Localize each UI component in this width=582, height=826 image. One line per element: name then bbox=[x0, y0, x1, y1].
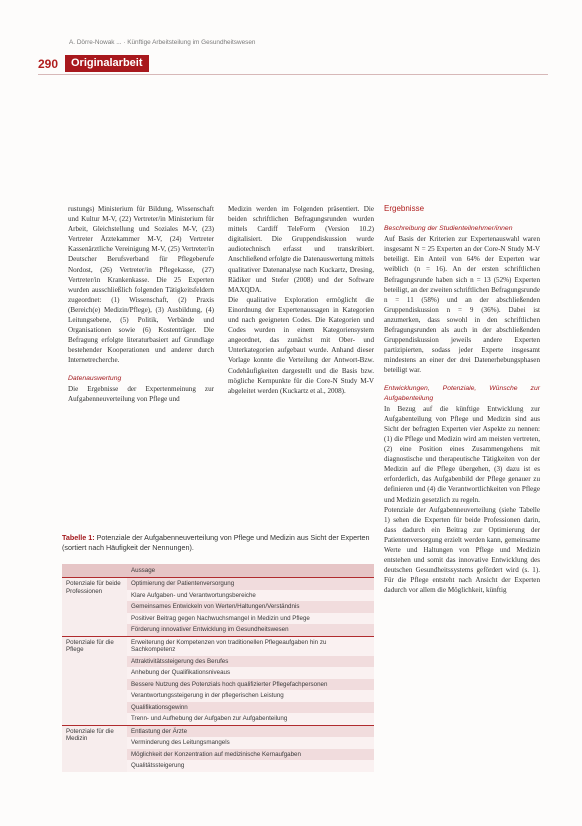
table-cell: Trenn- und Aufhebung der Aufgaben zur Aufgabenteilung bbox=[127, 713, 374, 725]
potentials-table bbox=[62, 564, 374, 772]
paragraph: Die Ergebnisse der Expertenmeinung zur Aufgabenneuverteilung von Pflege und bbox=[68, 384, 214, 403]
paragraph: Die qualitative Exploration ermöglicht die Einordnung der Expertenaussagen in Kategorien und nach geeigneten Codes. Die Kategorien und Codes wurden in einem Kategoriensystem angeordnet, das zunächst mit Ober- und Unterkategorien aufgebaut wurde. Anhand dieser Vorlage konnte die Verteilung der Antwort-Bzw. Codehäufigkeiten dargestellt und die Basis bzw. mögliche Kernpunkte für die Core-N Study M-V abgeleitet werden (Kuckartz et al., 2008). bbox=[228, 295, 374, 395]
table-group-label: Potenziale für die Medizin bbox=[62, 725, 127, 772]
text-column-3 bbox=[384, 204, 540, 595]
page-number: 290 bbox=[38, 57, 59, 71]
subheading-studienteilnehmer: Beschreibung der Studienteilnehmer/innen bbox=[384, 225, 513, 233]
table-cell: Qualitätssteigerung bbox=[127, 760, 374, 772]
table-cell: Bessere Nutzung des Potenzials hoch qualifizierter Pflegefachpersonen bbox=[127, 679, 374, 691]
subheading-entwicklungen: Entwicklungen, Potenziale, Wünsche zur Aufgabenteilung bbox=[384, 384, 540, 402]
table-cell: Verminderung des Leitungsmangels bbox=[127, 737, 374, 749]
paragraph: In Bezug auf die künftige Entwicklung zur Aufgabenteilung von Pflege und Medizin sind aus Sicht der befragten Experten vier Aspekte zu nennen: (1) die Pflege und Medizin wird am meisten vertreten, (2) eine Position eines Zusammengehens mit diagnostische und therapeutische Tätigkeiten von der Medizin auf die Pflege übergehen, (3) dazu ist es erforderlich, das Aufgabenbild der Pflege genauer zu definieren und (4) die Verantwortlichkeiten von Pflege und Medizin gesetzlich zu regeln. bbox=[384, 404, 540, 504]
table-caption bbox=[62, 533, 374, 552]
text-column-2 bbox=[228, 204, 374, 396]
text-column-1 bbox=[68, 204, 214, 404]
table-cell: Attraktivitätssteigerung des Berufes bbox=[127, 656, 374, 668]
table-group-label: Potenziale für die Pflege bbox=[62, 636, 127, 725]
paragraph: rustungs) Ministerium für Bildung, Wissenschaft und Kultur M-V, (22) Vertreter/in Ministerium für Arbeit, Gleichstellung und Soziales M-V, (23) Vertreter Ärztekammer M-V, (24) Vertreter Kassenärztliche Vereinigung M-V, (25) Vertreter/in Deutscher Berufsverband für Pflegeberufe Nordost, (26) Vertreter/in Pflegekasse, (27) Vertreter/in Krankenkasse. Die 25 Experten wurden ausschließlich folgenden Tätigkeitsfeldern zugeordnet: (1) Wissenschaft, (2) Praxis (Bereich(e) Medizin/Pflege), (3) Ausbildung, (4) Leitungsebene, (5) Politik, Verbände und Organisationen sowie (6) Kostenträger. Die Befragung erfolgte literaturbasiert auf Grundlage bestehender Kooperationen und anderer durch Internetrecherche. bbox=[68, 205, 214, 365]
table-group-label: Potenziale für beide Professionen bbox=[62, 578, 127, 637]
table-cell: Verantwortungssteigerung in der pflegerischen Leistung bbox=[127, 690, 374, 702]
table-cell: Positiver Beitrag gegen Nachwuchsmangel in Medizin und Pflege bbox=[127, 613, 374, 625]
table-cell: Entlastung der Ärzte bbox=[127, 725, 374, 737]
table-header-statement: Aussage bbox=[127, 564, 374, 578]
table-cell: Anhebung der Qualifikationsniveaus bbox=[127, 667, 374, 679]
table-header-group bbox=[62, 564, 127, 578]
running-head: A. Dörre-Nowak ... · Künftige Arbeitsteilung im Gesundheitswesen bbox=[69, 39, 256, 46]
table-caption-label: Tabelle 1: bbox=[62, 533, 95, 542]
table-cell: Erweiterung der Kompetenzen von traditionellen Pflegeaufgaben hin zu Sachkompetenz bbox=[127, 636, 374, 656]
table-cell: Gemeinsames Entwickeln von Werten/Haltungen/Verständnis bbox=[127, 601, 374, 613]
paragraph: Potenziale der Aufgabenneuverteilung (siehe Tabelle 1) sehen die Experten für beide Professionen darin, dass dadurch ein Beitrag zur Optimierung der Patientenversorgung erzielt werden kann, gemeinsame Werte und Haltungen von Pflege und Medizin entstehen und somit das innovative Entwicklung des deutschen Gesundheitssystems gefördert wird (s. 1). Für die Pflege entsteht nach Ansicht der Experten dadurch vor allem die Möglichkeit, künftig bbox=[384, 505, 540, 595]
section-label: Originalarbeit bbox=[65, 55, 149, 72]
table-caption-text: Potenziale der Aufgabenneuverteilung von Pflege und Medizin aus Sicht der Experten (sortiert nach Häufigkeit der Nennungen). bbox=[62, 533, 370, 552]
subheading-datenauswertung: Datenauswertung bbox=[68, 374, 122, 382]
table-cell: Klare Aufgaben- und Verantwortungsbereiche bbox=[127, 590, 374, 602]
table-cell: Optimierung der Patientenversorgung bbox=[127, 578, 374, 590]
table-cell: Möglichkeit der Konzentration auf medizinische Kernaufgaben bbox=[127, 749, 374, 761]
table-cell: Förderung innovativer Entwicklung im Gesundheitswesen bbox=[127, 624, 374, 636]
paragraph: Auf Basis der Kriterien zur Expertenauswahl waren insgesamt N = 25 Experten an der Core-N Study M-V beteiligt. Ein Anteil von 64% der Experten war weiblich (n = 16). An der ersten schriftlichen Befragungsrunde haben sich n = 13 (52%) Experten beteiligt, an der zweiten schriftlichen Befragungsrunde n = 11 (58%) und an der abschließenden Gruppendiskussion n = 9 (36%). Dabei ist anzumerken, dass sowohl in den schriftlichen Befragungsrunden als auch in der abschließenden Gruppendiskussion jeweils andere Experten partizipierten, sodass jeder Experte insgesamt mindestens an einer der drei Datenerhebungsphasen beteiligt war. bbox=[384, 235, 541, 375]
section-heading-ergebnisse: Ergebnisse bbox=[384, 204, 425, 213]
table-cell: Qualifikationsgewinn bbox=[127, 702, 374, 714]
header-rule bbox=[38, 74, 548, 75]
paragraph: Medizin werden im Folgenden präsentiert. Die beiden schriftlichen Befragungsrunden wurden mittels Cardiff TeleForm (Version 10.2) digitalisiert. Die Gruppendiskussion wurde audiotechnisch erfasst und transkribiert. Anschließend erfolgte die Datenauswertung mittels qualitativer Datenanalyse nach Kuckartz, Dresing, Rädiker und Stefer (2008) und der Software MAXQDA. bbox=[228, 205, 374, 294]
